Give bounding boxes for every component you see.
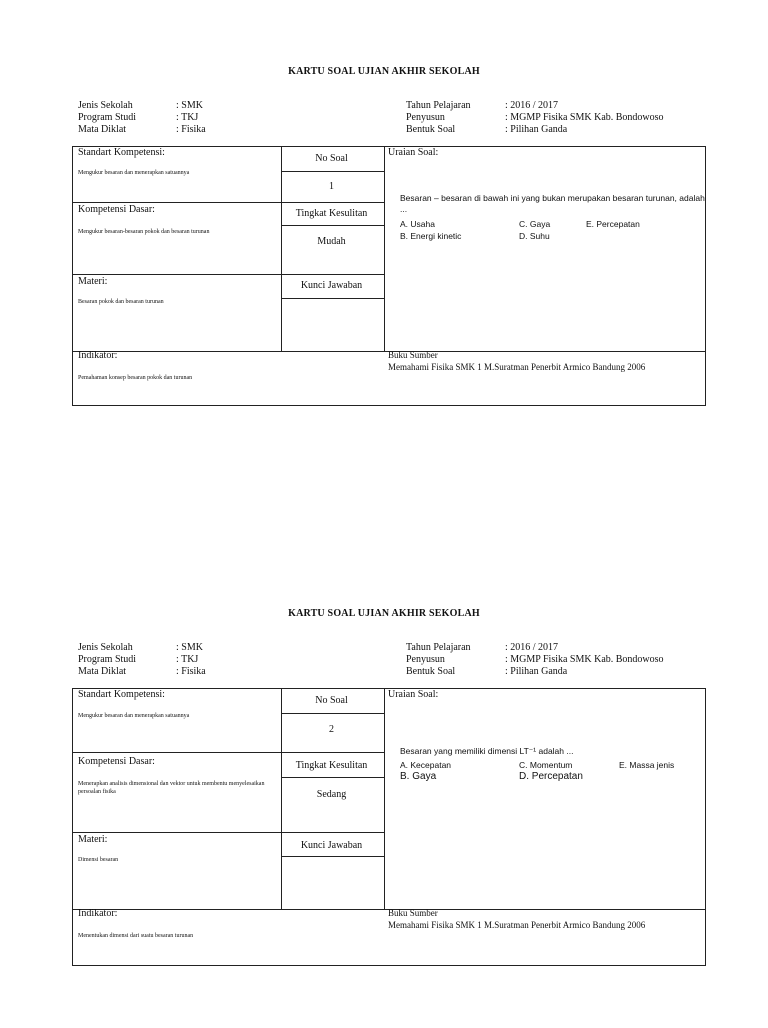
card-title: KARTU SOAL UJIAN AKHIR SEKOLAH: [288, 608, 480, 619]
meta-value: : Fisika: [176, 666, 206, 677]
buku-text: Memahami Fisika SMK 1 M.Suratman Penerbit Armico Bandung 2006: [388, 362, 646, 372]
meta-label: Penyusun: [406, 112, 445, 123]
option-b: B. Energi kinetic: [400, 231, 462, 241]
uraian-label: Uraian Soal:: [388, 689, 439, 700]
meta-value: : TKJ: [176, 654, 199, 665]
tingkat-label: Tingkat Kesulitan: [295, 760, 368, 771]
meta-value: : 2016 / 2017: [505, 642, 559, 653]
buku-label: Buku Sumber: [388, 908, 438, 918]
standar-label: Standart Kompetensi:: [78, 147, 165, 158]
question-text: Besaran – besaran di bawah ini yang bukan merupakan besaran turunan, adalah ...: [400, 193, 705, 214]
kompetensi-label: Kompetensi Dasar:: [78, 756, 155, 767]
option-e: E. Percepatan: [586, 219, 640, 229]
tingkat-value: Sedang: [316, 789, 347, 800]
meta-value: : MGMP Fisika SMK Kab. Bondowoso: [505, 112, 664, 123]
meta-value: : TKJ: [176, 112, 199, 123]
meta-label: Mata Diklat: [78, 666, 127, 677]
meta-label: Program Studi: [78, 112, 137, 123]
meta-value: : Pilihan Ganda: [505, 124, 568, 135]
meta-label: Jenis Sekolah: [78, 642, 133, 653]
uraian-label: Uraian Soal:: [388, 147, 439, 158]
tingkat-value: Mudah: [317, 236, 346, 247]
exam-card-2: [0, 608, 768, 1028]
meta-value: : SMK: [176, 642, 203, 653]
kunci-label: Kunci Jawaban: [300, 840, 363, 851]
meta-left: [78, 642, 206, 678]
tingkat-label: Tingkat Kesulitan: [295, 208, 368, 219]
materi-text: Dimensi besaran: [78, 857, 119, 863]
standar-text: Mengukur besaran dan menerapkan satuannya: [78, 170, 190, 176]
meta-right: [406, 642, 664, 678]
question-text: Besaran yang memiliki dimensi LT⁻¹ adalah ...: [400, 746, 574, 756]
no-soal-label: No Soal: [315, 695, 348, 706]
no-soal-value: 1: [329, 181, 334, 192]
kompetensi-text: Mengukur besaran-besaran pokok dan besaran turunan: [78, 229, 210, 235]
option-b: B. Gaya: [400, 771, 437, 782]
option-e: E. Massa jenis: [619, 760, 675, 770]
meta-label: Jenis Sekolah: [78, 100, 133, 111]
kompetensi-label: Kompetensi Dasar:: [78, 204, 155, 215]
no-soal-value: 2: [329, 724, 334, 735]
kunci-label: Kunci Jawaban: [300, 280, 363, 291]
meta-value: : 2016 / 2017: [505, 100, 559, 111]
option-d: D. Percepatan: [519, 771, 583, 782]
indikator-text: Menentukan dimensi dari suatu besaran turunan: [78, 933, 194, 939]
meta-label: Bentuk Soal: [406, 666, 456, 677]
option-a: A. Kecepatan: [400, 760, 452, 770]
meta-value: : Pilihan Ganda: [505, 666, 568, 677]
indikator-label: Indikator:: [78, 908, 118, 919]
buku-label: Buku Sumber: [388, 350, 438, 360]
no-soal-label: No Soal: [315, 153, 348, 164]
meta-value: : MGMP Fisika SMK Kab. Bondowoso: [505, 654, 664, 665]
materi-text: Besaran pokok dan besaran turunan: [78, 299, 164, 305]
option-c: C. Gaya: [519, 219, 551, 229]
indikator-text: Pemahaman konsep besaran pokok dan turunan: [78, 375, 193, 381]
meta-value: : SMK: [176, 100, 203, 111]
meta-value: : Fisika: [176, 124, 206, 135]
meta-label: Tahun Pelajaran: [406, 100, 471, 111]
buku-text: Memahami Fisika SMK 1 M.Suratman Penerbit Armico Bandung 2006: [388, 920, 646, 930]
materi-label: Materi:: [78, 276, 108, 287]
materi-label: Materi:: [78, 834, 108, 845]
meta-left: [78, 100, 206, 136]
meta-label: Bentuk Soal: [406, 124, 456, 135]
option-a: A. Usaha: [400, 219, 435, 229]
kompetensi-text: Menerapkan analisis dimensional dan vektor untuk membentu menyelesaikan persoalan fisika: [78, 781, 265, 795]
meta-right: [406, 100, 664, 136]
option-d: D. Suhu: [519, 231, 550, 241]
indikator-label: Indikator:: [78, 350, 118, 361]
meta-label: Mata Diklat: [78, 124, 127, 135]
standar-label: Standart Kompetensi:: [78, 689, 165, 700]
card-title: KARTU SOAL UJIAN AKHIR SEKOLAH: [288, 66, 480, 77]
standar-text: Mengukur besaran dan menerapkan satuannya: [78, 713, 190, 719]
exam-card-1: [0, 66, 768, 486]
meta-label: Program Studi: [78, 654, 137, 665]
meta-label: Penyusun: [406, 654, 445, 665]
meta-label: Tahun Pelajaran: [406, 642, 471, 653]
option-c: C. Momentum: [519, 760, 573, 770]
